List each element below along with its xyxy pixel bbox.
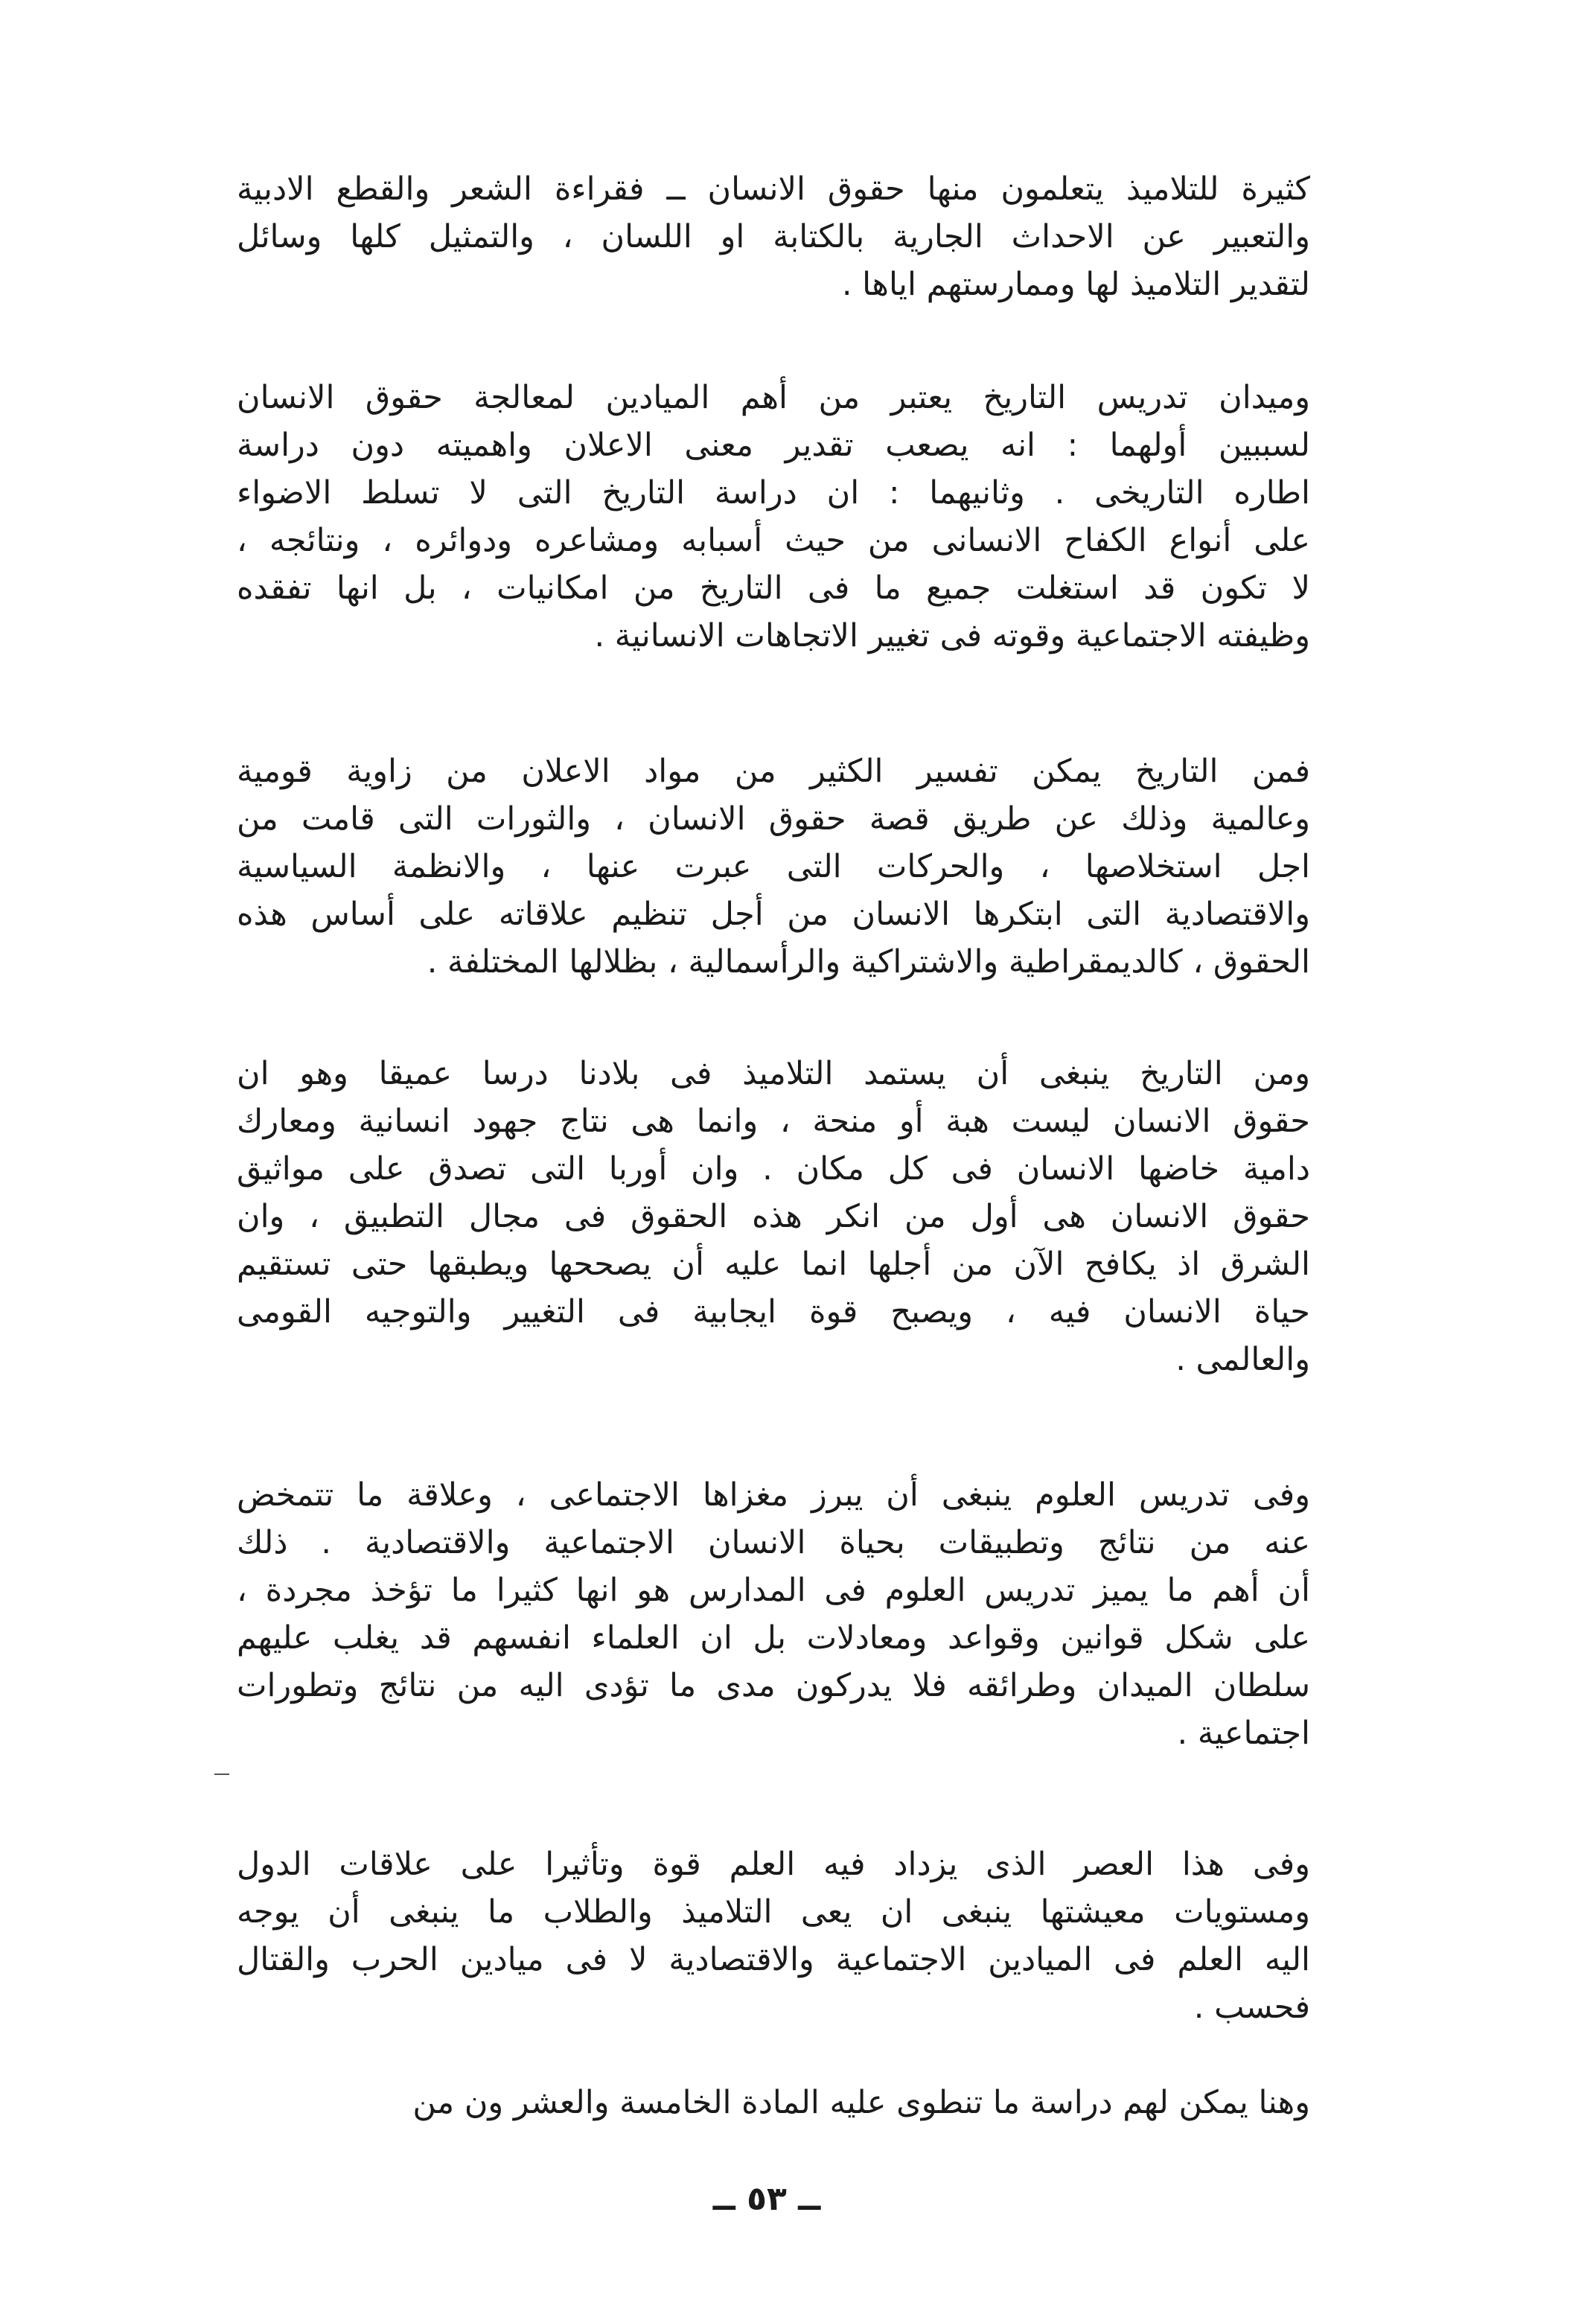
paragraph-6 [237, 1841, 1310, 2031]
text-line: سلطان الميدان وطرائقه فلا يدركون مدى ما تؤدى اليه من نتائج وتطورات [237, 1667, 1310, 1704]
text-line: اجل استخلاصها ، والحركات التى عبرت عنها ، والانظمة السياسية [237, 848, 1310, 885]
paragraph-2 [237, 374, 1310, 660]
text-line: اطاره التاريخى . وثانيهما : ان دراسة التاريخ التى لا تسلط الاضواء [237, 474, 1310, 512]
page-number: ــ ٥٣ ــ [712, 2180, 821, 2218]
margin-mark [214, 1774, 229, 1775]
text-line: الحقوق ، كالديمقراطية والاشتراكية والرأسمالية ، بظلالها المختلفة . [427, 943, 1310, 981]
text-line: حقوق الانسان هى أول من انكر هذه الحقوق فى مجال التطبيق ، وان [237, 1198, 1310, 1235]
text-line: لا تكون قد استغلت جميع ما فى التاريخ من امكانيات ، بل انها تفقده [237, 570, 1310, 607]
paragraph-5 [237, 1471, 1310, 1757]
text-line: لتقدير التلاميذ لها وممارستهم اياها . [841, 266, 1310, 303]
text-line: على أنواع الكفاح الانسانى من حيث أسبابه ومشاعره ودوائره ، ونتائجه ، [237, 522, 1310, 559]
text-line: اليه العلم فى الميادين الاجتماعية والاقتصادية لا فى ميادين الحرب والقتال [237, 1941, 1310, 1978]
paragraph-3 [237, 748, 1310, 986]
text-line: والتعبير عن الاحداث الجارية بالكتابة او اللسان ، والتمثيل كلها وسائل [237, 218, 1310, 255]
text-line: اجتماعية . [1177, 1715, 1310, 1752]
text-line: الشرق اذ يكافح الآن من أجلها انما عليه أن يصححها ويطبقها حتى تستقيم [237, 1246, 1310, 1283]
text-line: وميدان تدريس التاريخ يعتبر من أهم الميادين لمعالجة حقوق الانسان [237, 379, 1310, 416]
text-line: ومن التاريخ ينبغى أن يستمد التلاميذ فى بلادنا درسا عميقا وهو ان [237, 1055, 1310, 1092]
text-line: على شكل قوانين وقواعد ومعادلات بل ان العلماء انفسهم قد يغلب عليهم [237, 1619, 1310, 1657]
text-line: كثيرة للتلاميذ يتعلمون منها حقوق الانسان ــ فقراءة الشعر والقطع الادبية [237, 171, 1310, 208]
text-line: وفى هذا العصر الذى يزداد فيه العلم قوة وتأثيرا على علاقات الدول [237, 1846, 1310, 1883]
paragraph-1 [237, 165, 1310, 308]
text-line: أن أهم ما يميز تدريس العلوم فى المدارس هو انها كثيرا ما تؤخذ مجردة ، [237, 1572, 1310, 1609]
text-line: وهنا يمكن لهم دراسة ما تنطوى عليه المادة الخامسة والعشر ون من [412, 2084, 1310, 2121]
text-line: لسببين أولهما : انه يصعب تقدير معنى الاعلان واهميته دون دراسة [237, 427, 1310, 464]
text-line: فمن التاريخ يمكن تفسير الكثير من مواد الاعلان من زاوية قومية [237, 753, 1310, 790]
text-line: وعالمية وذلك عن طريق قصة حقوق الانسان ، والثورات التى قامت من [237, 800, 1310, 838]
paragraph-4 [237, 1050, 1310, 1383]
text-line: ومستويات معيشتها ينبغى ان يعى التلاميذ والطلاب ما ينبغى أن يوجه [237, 1893, 1310, 1931]
text-line: والعالمى . [1175, 1341, 1310, 1378]
text-line: فحسب . [1193, 1989, 1310, 2026]
text-line: عنه من نتائج وتطبيقات بحياة الانسان الاجتماعية والاقتصادية . ذلك [237, 1524, 1310, 1561]
text-line: وظيفته الاجتماعية وقوته فى تغيير الاتجاهات الانسانية . [594, 617, 1310, 654]
text-line: حقوق الانسان ليست هبة أو منحة ، وانما هى نتاج جهود انسانية ومعارك [237, 1103, 1310, 1140]
paragraph-7 [237, 2079, 1310, 2126]
text-line: والاقتصادية التى ابتكرها الانسان من أجل تنظيم علاقاته على أساس هذه [237, 896, 1310, 933]
text-line: دامية خاضها الانسان فى كل مكان . وان أوربا التى تصدق على مواثيق [237, 1150, 1310, 1188]
text-line: حياة الانسان فيه ، ويصبح قوة ايجابية فى التغيير والتوجيه القومى [237, 1293, 1310, 1331]
text-line: وفى تدريس العلوم ينبغى أن يبرز مغزاها الاجتماعى ، وعلاقة ما تتمخض [237, 1476, 1310, 1514]
